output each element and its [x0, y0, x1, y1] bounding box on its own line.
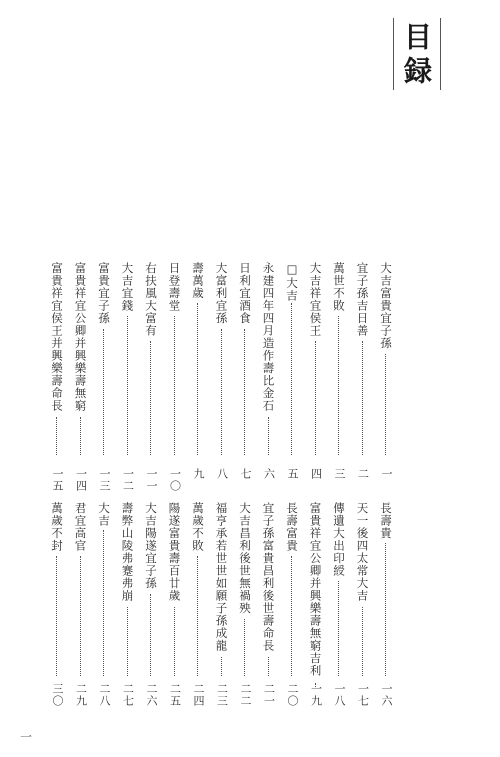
dot-leader — [56, 556, 57, 676]
toc-entry-title: 長壽富貴 — [285, 502, 299, 552]
toc-entry-page: 一八 — [333, 683, 346, 707]
toc-entry-page: 一 — [380, 468, 393, 480]
toc-entry-title: 壽弊山陵弗蹇弗崩 — [120, 502, 135, 602]
toc-entry-page: 一〇 — [168, 468, 182, 492]
toc-entry-title: 大吉富貴宜子孫 — [379, 262, 393, 350]
dot-leader — [150, 594, 151, 676]
toc-entry-page: 二三 — [215, 683, 229, 707]
dot-leader — [244, 619, 245, 676]
toc-entry-title: 君宜高官 — [73, 502, 88, 552]
dot-leader — [268, 417, 269, 455]
toc-entry-title: 大吉昌利後世無禍殃 — [238, 502, 252, 615]
dot-leader — [385, 354, 386, 455]
toc-entry-page: 七 — [239, 468, 252, 480]
dot-leader — [291, 303, 292, 455]
toc-entry-page: 二六 — [145, 683, 158, 707]
toc-entry-page: 二四 — [192, 683, 205, 707]
dot-leader — [221, 657, 222, 676]
toc-entry-title: 宜子孫富貴昌利後世壽命長 — [261, 502, 276, 652]
dot-leader — [338, 581, 339, 676]
toc-entry-title: 萬世不敗 — [332, 262, 346, 312]
toc-entry-title: 日利宜酒食 — [238, 262, 252, 325]
toc-entry-title: 富貴祥宜侯王并興樂壽命長 — [50, 262, 64, 412]
toc-entry-title: 大富利宜孫 — [214, 262, 229, 325]
toc-entry-page: 二 — [356, 468, 370, 480]
dot-leader — [197, 303, 198, 455]
toc-entry-page: 一五 — [51, 468, 64, 492]
toc-entry-title: 宜子孫吉日善 — [355, 262, 370, 337]
toc-entry-title: □大吉 — [285, 262, 299, 302]
toc-entry-title: 大吉祥宜侯王 — [308, 262, 323, 337]
dot-leader — [174, 316, 175, 455]
dot-leader — [127, 316, 128, 455]
dot-leader — [80, 417, 81, 455]
dot-leader — [338, 316, 339, 455]
toc-entry-page: 一四 — [74, 468, 88, 492]
dot-leader — [221, 329, 222, 456]
dot-leader — [150, 341, 151, 455]
dot-leader — [103, 530, 104, 676]
toc-entry-title: 天一後四太常大吉 — [355, 502, 370, 602]
dot-leader — [56, 417, 57, 455]
toc-entry-title: 富貴宜子孫 — [97, 262, 111, 325]
toc-entry-title: 萬歲不封 — [50, 502, 64, 552]
dot-leader — [362, 341, 363, 455]
toc-entry-page: 二〇 — [286, 683, 299, 707]
toc-entry-title: 富貴祥宜公卿并興樂壽無窮 — [73, 262, 88, 412]
page-title: 目録 — [400, 22, 433, 90]
dot-leader — [362, 607, 363, 676]
dot-leader — [174, 607, 175, 676]
toc-entry-page: 五 — [286, 468, 299, 480]
toc-entry-page: 九 — [192, 468, 205, 480]
toc-entry-page: 六 — [262, 468, 276, 480]
toc-entry-page: 三〇 — [51, 683, 64, 707]
toc-entry-title: 萬歲不敗 — [191, 502, 205, 552]
dot-leader — [244, 329, 245, 456]
toc-entry-title: 長壽貴 — [379, 502, 393, 540]
toc-entry-title: 福亨承若世世如願子孫成龍 — [214, 502, 229, 652]
toc-entry-page: 二八 — [98, 683, 111, 707]
toc-entry-title: 大吉 — [97, 502, 111, 527]
toc-entry-page: 八 — [215, 468, 229, 480]
toc-entry-title: 富貴祥宜公卿并興樂壽無窮吉利 — [308, 502, 323, 677]
toc-entry-title: 永建四年四月造作壽比金石 — [261, 262, 276, 412]
toc-entry-page: 一七 — [356, 683, 370, 707]
toc-entry-page: 一九 — [309, 683, 323, 707]
dot-leader — [315, 683, 316, 687]
toc-entry-page: 二二 — [239, 683, 252, 707]
toc-entry-title: 壽萬歲 — [191, 262, 205, 300]
toc-entry-title: 右扶風大富有 — [144, 262, 158, 337]
toc-entry-page: 二七 — [121, 683, 135, 707]
toc-entry-page: 一六 — [380, 683, 393, 707]
dot-leader — [385, 543, 386, 676]
toc-entry-page: 一三 — [98, 468, 111, 492]
dot-leader — [127, 607, 128, 676]
toc-entry-title: 大吉宜錢 — [120, 262, 135, 312]
toc-entry-page: 二五 — [168, 683, 182, 707]
toc-entry-page: 四 — [309, 468, 323, 480]
dot-leader — [80, 556, 81, 676]
toc-entry-title: 大吉陽遂宜子孫 — [144, 502, 158, 590]
page-number: 一 — [20, 730, 33, 744]
dot-leader — [103, 329, 104, 456]
toc-entry-title: 陽遂富貴壽百廿歲 — [167, 502, 182, 602]
toc-entry-page: 三 — [333, 468, 346, 480]
dot-leader — [291, 556, 292, 676]
dot-leader — [268, 657, 269, 676]
toc-entry-page: 二一 — [262, 683, 276, 707]
toc-entry-page: 一二 — [121, 468, 135, 492]
toc-entry-title: 傳遺大出印綬 — [332, 502, 346, 577]
toc-entry-page: 一一 — [145, 468, 158, 492]
dot-leader — [315, 341, 316, 455]
dot-leader — [197, 556, 198, 676]
toc-entry-page: 二九 — [74, 683, 88, 707]
toc-entry-title: 日登壽堂 — [167, 262, 182, 312]
